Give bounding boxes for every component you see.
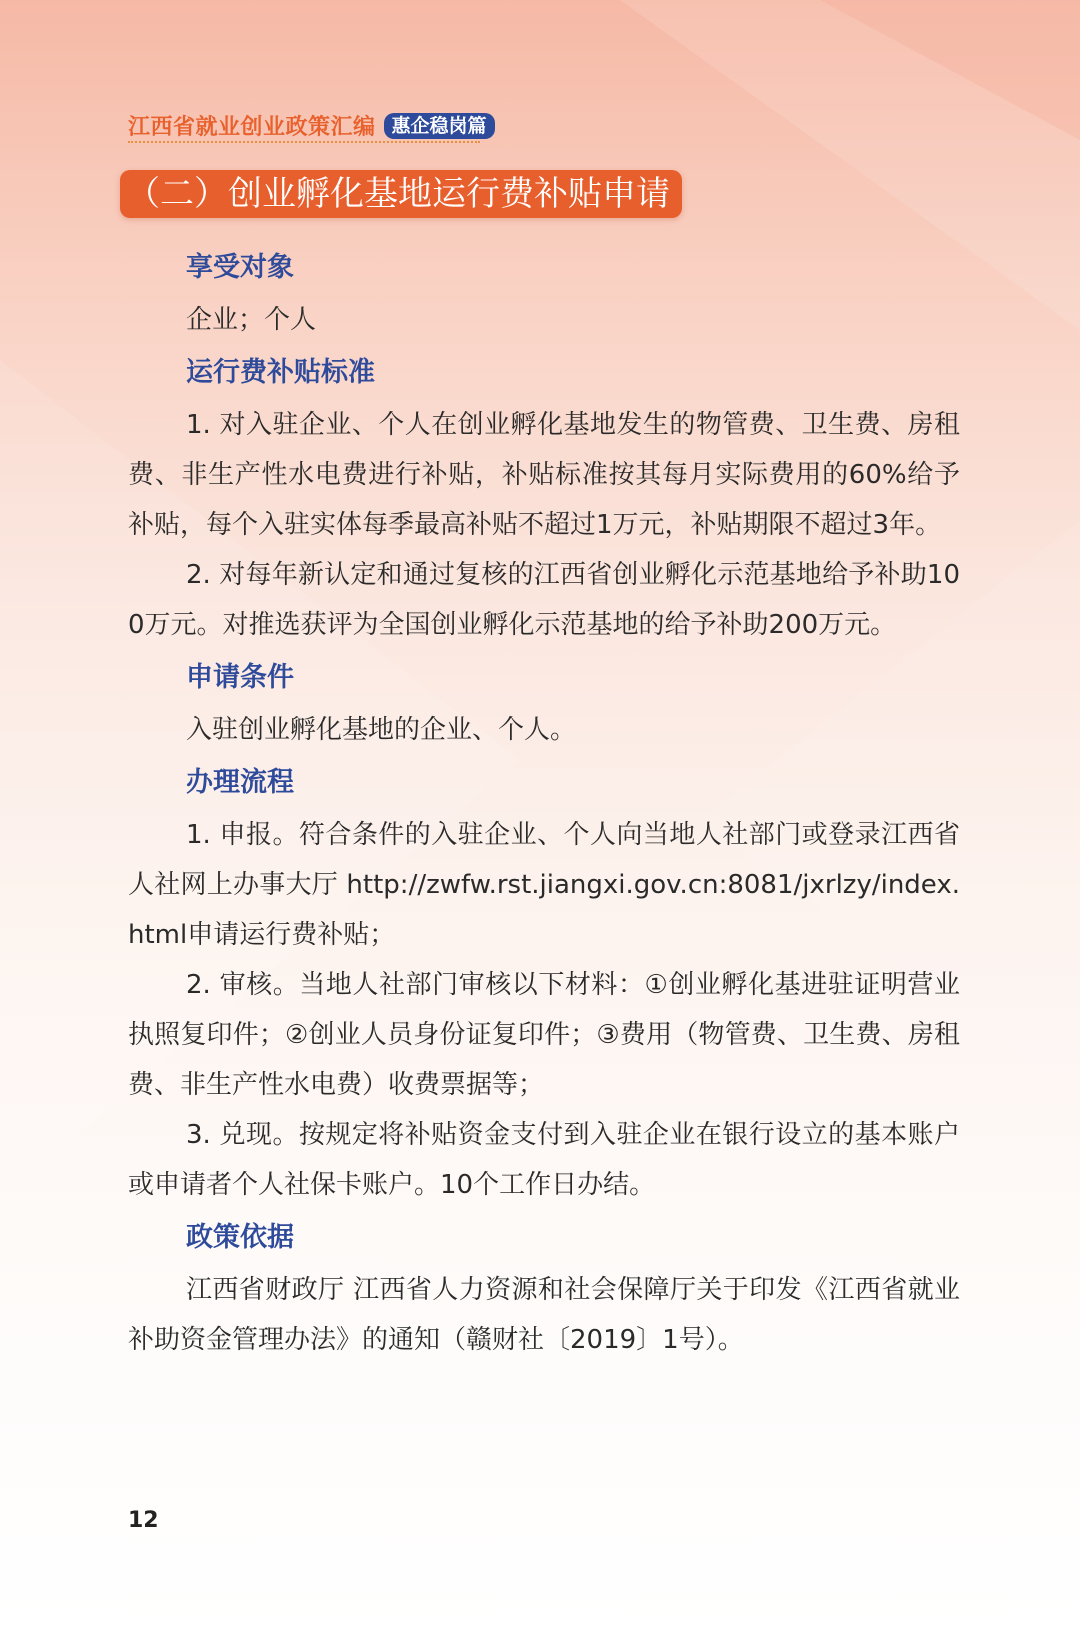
header-divider	[128, 141, 480, 143]
heading-basis: 政策依据	[186, 1222, 294, 1253]
process-item: 2. 审核。当地人社部门审核以下材料：①创业孵化基进驻证明营业执照复印件；②创业人员身份证复印件；③费用（物管费、卫生费、房租费、非生产性水电费）收费票据等；	[128, 970, 960, 1100]
heading-target: 享受对象	[186, 252, 294, 283]
book-title: 江西省就业创业政策汇编	[128, 114, 376, 140]
heading-standard: 运行费补贴标准	[186, 357, 375, 388]
process-item: 3. 兑现。按规定将补贴资金支付到入驻企业在银行设立的基本账户或申请者个人社保卡账户。10个工作日办结。	[128, 1120, 960, 1200]
heading-conditions: 申请条件	[186, 662, 294, 693]
basis-text: 江西省财政厅 江西省人力资源和社会保障厅关于印发《江西省就业补助资金管理办法》的通知（赣财社〔2019〕1号）。	[128, 1275, 960, 1355]
standard-item: 1. 对入驻企业、个人在创业孵化基地发生的物管费、卫生费、房租费、非生产性水电费进行补贴，补贴标准按其每月实际费用的60%给予补贴，每个入驻实体每季最高补贴不超过1万元，补贴期限不超过3年。	[128, 410, 960, 540]
main-content	[128, 240, 960, 1365]
chapter-badge: 惠企稳岗篇	[384, 113, 495, 139]
target-text: 企业；个人	[186, 305, 317, 335]
page-number: 12	[128, 1508, 159, 1533]
running-header	[128, 110, 495, 141]
standard-item: 2. 对每年新认定和通过复核的江西省创业孵化示范基地给予补助100万元。对推选获评为全国创业孵化示范基地的给予补助200万元。	[128, 560, 960, 640]
process-item: 1. 申报。符合条件的入驻企业、个人向当地人社部门或登录江西省人社网上办事大厅 http://zwfw.rst.jiangxi.gov.cn:8081/jxrlzy/index.html申请运行费补贴；	[128, 820, 960, 950]
heading-process: 办理流程	[186, 767, 294, 798]
conditions-text: 入驻创业孵化基地的企业、个人。	[186, 715, 577, 745]
section-title: （二）创业孵化基地运行费补贴申请	[120, 170, 682, 218]
